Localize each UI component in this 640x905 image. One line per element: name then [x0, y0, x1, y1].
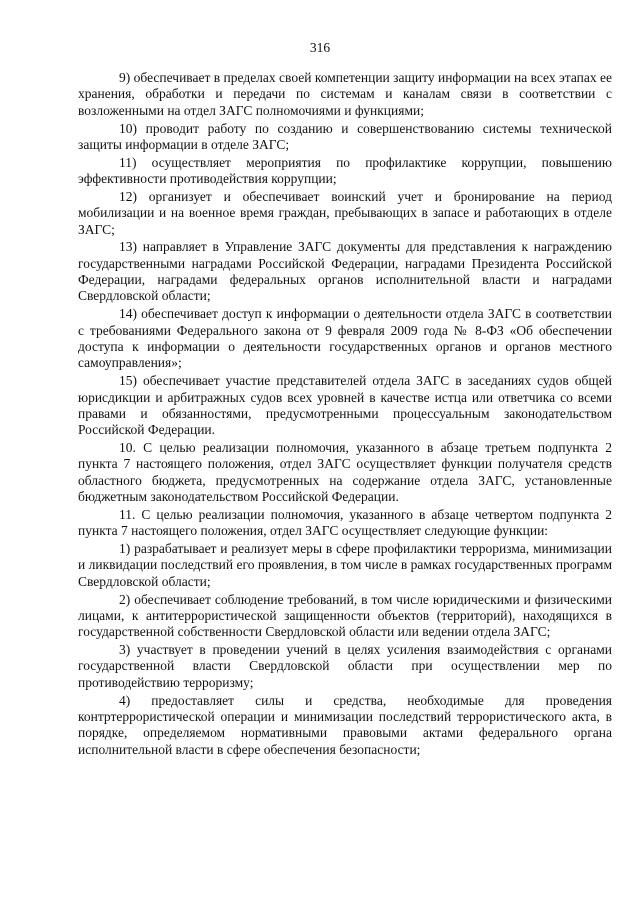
- paragraph-item-15: 15) обеспечивает участие представителей отдела ЗАГС в заседаниях судов общей юрисдикции и арбитражных судов всех уровней в качестве истца или ответчика со всеми правами и обязанностями, предусмотренными процессуальным законодательством Российской Федерации.: [78, 373, 612, 438]
- paragraph-item-13: 13) направляет в Управление ЗАГС документы для представления к награждению государственными наградами Российской Федерации, наградами Президента Российской Федерации, наградами федеральных органов исполнительной власти и наградами Свердловской области;: [78, 239, 612, 304]
- paragraph-item-10: 10) проводит работу по созданию и совершенствованию системы технической защиты информации в отделе ЗАГС;: [78, 120, 612, 152]
- paragraph-subitem-2: 2) обеспечивает соблюдение требований, в том числе юридическими и физическими лицами, к антитеррористической защищенности объектов (территорий), находящихся в государственной собственности Свердловской области или ведении отдела ЗАГС;: [78, 591, 612, 640]
- paragraph-section-11: 11. С целью реализации полномочия, указанного в абзаце четвертом подпункта 2 пункта 7 настоящего положения, отдел ЗАГС осуществляет следующие функции:: [78, 506, 612, 539]
- paragraph-item-12: 12) организует и обеспечивает воинский учет и бронирование на период мобилизации и на военное время граждан, пребывающих в запасе и работающих в отделе ЗАГС;: [78, 188, 612, 237]
- paragraph-subitem-3: 3) участвует в проведении учений в целях усиления взаимодействия с органами государственной власти Свердловской области при осуществлении мер по противодействию терроризму;: [78, 642, 612, 690]
- paragraph-item-11: 11) осуществляет мероприятия по профилактике коррупции, повышению эффективности противодействия коррупции;: [78, 154, 612, 187]
- page-number: 316: [309, 40, 331, 55]
- paragraph-item-9: 9) обеспечивает в пределах своей компетенции защиту информации на всех этапах ее хранения, обработки и передачи по системам и каналам связи в соответствии с возложенными на отдел ЗАГС полномочиями и функциями;: [78, 70, 612, 118]
- paragraph-item-14: 14) обеспечивает доступ к информации о деятельности отдела ЗАГС в соответствии с требованиями Федерального закона от 9 февраля 2009 года № 8-ФЗ «Об обеспечении доступа к информации о деятельности государственных органов и органов местного самоуправления»;: [78, 306, 612, 371]
- paragraph-subitem-1: 1) разрабатывает и реализует меры в сфере профилактики терроризма, минимизации и ликвидации последствий его проявления, в том числе в рамках государственных программ Свердловской области;: [78, 541, 612, 589]
- paragraph-section-10: 10. С целью реализации полномочия, указанного в абзаце третьем подпункта 2 пункта 7 настоящего положения, отдел ЗАГС осуществляет функции получателя средств областного бюджета, предусмотренных на содержание отдела ЗАГС, установленные бюджетным законодательством Российской Федерации.: [78, 440, 612, 505]
- document-body: [78, 70, 612, 760]
- paragraph-subitem-4: 4) предоставляет силы и средства, необходимые для проведения контртеррористической операции и минимизации последствий террористического акта, в порядке, определяемом нормативными правовыми актами федерального органа исполнительной власти в сфере обеспечения безопасности;: [78, 692, 612, 757]
